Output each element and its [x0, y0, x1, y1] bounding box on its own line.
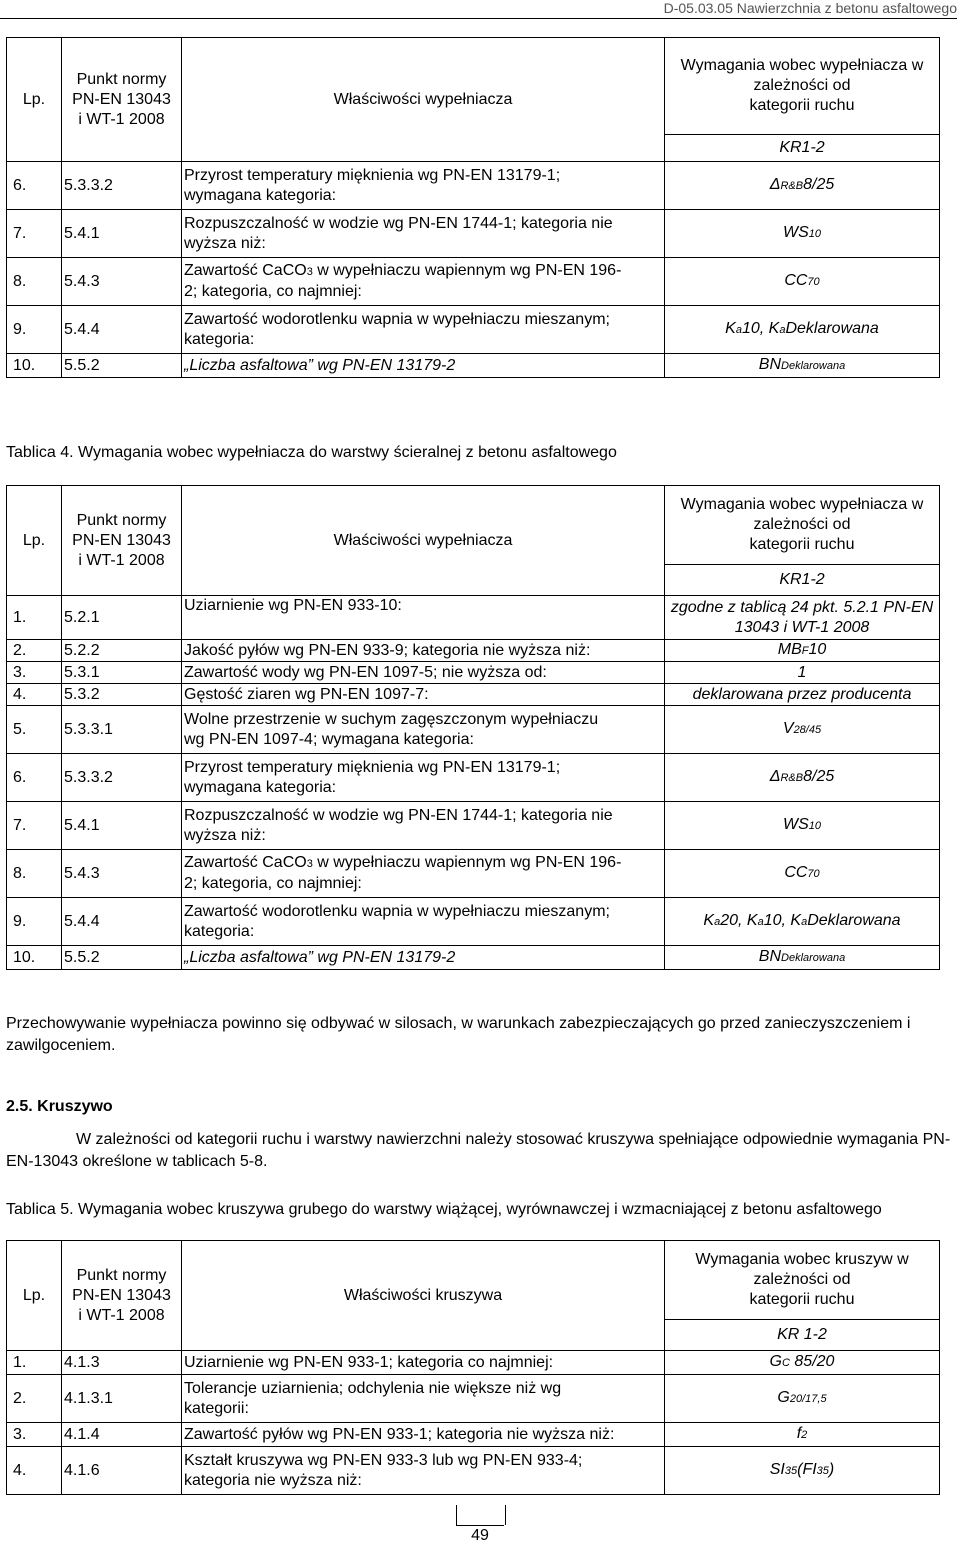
cell-property: Zawartość wodorotlenku wapnia w wypełniaczu mieszanym; kategoria:: [182, 898, 665, 946]
cell-lp: 4.: [7, 1447, 62, 1495]
cell-lp: 10.: [7, 946, 62, 970]
header-properties: Właściwości wypełniacza: [182, 38, 665, 162]
page-number-divider: [456, 1525, 504, 1526]
cell-punkt: 5.2.2: [62, 640, 182, 662]
cell-value: ΔR&B8/25: [665, 754, 940, 802]
cell-property: Gęstość ziaren wg PN-EN 1097-7:: [182, 684, 665, 706]
cell-lp: 8.: [7, 850, 62, 898]
table-row: [7, 210, 940, 258]
header-punkt: Punkt normy PN-EN 13043 i WT-1 2008: [62, 1241, 182, 1351]
header-requirements: Wymagania wobec wypełniacza w zależności od kategorii ruchu: [665, 38, 940, 135]
cell-value: WS10: [665, 210, 940, 258]
cell-lp: 9.: [7, 306, 62, 354]
cell-lp: 1.: [7, 1351, 62, 1375]
cell-property: Rozpuszczalność w wodzie wg PN-EN 1744-1; kategoria nie wyższa niż:: [182, 802, 665, 850]
cell-value: SI35(FI35): [665, 1447, 940, 1495]
cell-lp: 4.: [7, 684, 62, 706]
cell-punkt: 5.3.3.2: [62, 162, 182, 210]
cell-lp: 1.: [7, 596, 62, 640]
header-punkt: Punkt normy PN-EN 13043 i WT-1 2008: [62, 486, 182, 596]
paragraph-aggregate: W zależności od kategorii ruchu i warstwy nawierzchni należy stosować kruszywa spełniające odpowiednie wymagania PN-EN-13043 określone w tablicach 5-8.: [6, 1131, 951, 1170]
cell-property: Rozpuszczalność w wodzie wg PN-EN 1744-1; kategoria nie wyższa niż:: [182, 210, 665, 258]
cell-punkt: 5.3.2: [62, 684, 182, 706]
cell-value: V28/45: [665, 706, 940, 754]
table-row: [7, 850, 940, 898]
cell-property: Jakość pyłów wg PN-EN 933-9; kategoria nie wyższa niż:: [182, 640, 665, 662]
cell-lp: 5.: [7, 706, 62, 754]
table-row: [7, 754, 940, 802]
cell-punkt: 4.1.3.1: [62, 1375, 182, 1423]
cell-property: „Liczba asfaltowa” wg PN-EN 13179-2: [182, 946, 665, 970]
cell-value: CC70: [665, 258, 940, 306]
cell-punkt: 5.4.1: [62, 210, 182, 258]
table-row: [7, 162, 940, 210]
cell-punkt: 5.4.1: [62, 802, 182, 850]
header-kr: KR1-2: [665, 565, 940, 596]
table-row: [7, 306, 940, 354]
table-row: [7, 946, 940, 970]
table-row: [7, 1447, 940, 1495]
cell-property: Zawartość wody wg PN-EN 1097-5; nie wyższa od:: [182, 662, 665, 684]
table-5: [6, 1240, 940, 1495]
table-row: [7, 898, 940, 946]
cell-value: CC70: [665, 850, 940, 898]
cell-punkt: 5.4.3: [62, 850, 182, 898]
cell-property: Kształt kruszywa wg PN-EN 933-3 lub wg PN-EN 933-4; kategoria nie wyższa niż:: [182, 1447, 665, 1495]
cell-punkt: 5.5.2: [62, 946, 182, 970]
table-row: [7, 802, 940, 850]
cell-property: Przyrost temperatury mięknienia wg PN-EN 13179-1; wymagana kategoria:: [182, 754, 665, 802]
cell-value: BNDeklarowana: [665, 354, 940, 378]
cell-value: zgodne z tablicą 24 pkt. 5.2.1 PN-EN 13043 i WT-1 2008: [665, 596, 940, 640]
table-row: [7, 258, 940, 306]
cell-punkt: 5.4.4: [62, 898, 182, 946]
paragraph-storage: Przechowywanie wypełniacza powinno się odbywać w silosach, w warunkach zabezpieczających go przed zanieczyszczeniem i zawilgoceniem.: [6, 1015, 911, 1054]
header-lp: Lp.: [7, 38, 62, 162]
header-kr: KR 1-2: [665, 1320, 940, 1351]
header-properties: Właściwości wypełniacza: [182, 486, 665, 596]
table-row: [7, 1423, 940, 1447]
cell-value: deklarowana przez producenta: [665, 684, 940, 706]
cell-lp: 6.: [7, 162, 62, 210]
header-requirements: Wymagania wobec kruszyw w zależności od kategorii ruchu: [665, 1241, 940, 1320]
cell-value: ΔR&B8/25: [665, 162, 940, 210]
page-number: 49: [471, 1527, 489, 1544]
cell-property: Zawartość CaCO3 w wypełniaczu wapiennym wg PN-EN 196- 2; kategoria, co najmniej:: [182, 258, 665, 306]
cell-punkt: 5.3.3.2: [62, 754, 182, 802]
cell-lp: 8.: [7, 258, 62, 306]
cell-value: GC 85/20: [665, 1351, 940, 1375]
table-row: [7, 662, 940, 684]
table-filler-continuation: [6, 37, 940, 378]
cell-lp: 10.: [7, 354, 62, 378]
cell-value: WS10: [665, 802, 940, 850]
page-number-frame: [456, 1505, 506, 1525]
cell-value: f2: [665, 1423, 940, 1447]
table4-caption: Tablica 4. Wymagania wobec wypełniacza do warstwy ścieralnej z betonu asfaltowego: [6, 444, 617, 461]
cell-lp: 6.: [7, 754, 62, 802]
cell-property: Zawartość pyłów wg PN-EN 933-1; kategoria nie wyższa niż:: [182, 1423, 665, 1447]
header-requirements: Wymagania wobec wypełniacza w zależności od kategorii ruchu: [665, 486, 940, 565]
document-title: D-05.03.05 Nawierzchnia z betonu asfaltowego: [663, 0, 957, 16]
cell-value: Ka10, KaDeklarowana: [665, 306, 940, 354]
cell-lp: 7.: [7, 210, 62, 258]
cell-lp: 7.: [7, 802, 62, 850]
cell-punkt: 5.3.3.1: [62, 706, 182, 754]
page-header: [0, 0, 957, 19]
table-row: [7, 684, 940, 706]
cell-punkt: 4.1.4: [62, 1423, 182, 1447]
header-lp: Lp.: [7, 486, 62, 596]
cell-property: Uziarnienie wg PN-EN 933-1; kategoria co najmniej:: [182, 1351, 665, 1375]
cell-property: Uziarnienie wg PN-EN 933-10:: [182, 596, 665, 640]
cell-value: Ka20, Ka10, KaDeklarowana: [665, 898, 940, 946]
table-row: [7, 354, 940, 378]
table-row: [7, 596, 940, 640]
header-kr: KR1-2: [665, 135, 940, 162]
cell-punkt: 5.4.4: [62, 306, 182, 354]
cell-property: Tolerancje uziarnienia; odchylenia nie większe niż wg kategorii:: [182, 1375, 665, 1423]
cell-property: „Liczba asfaltowa” wg PN-EN 13179-2: [182, 354, 665, 378]
cell-lp: 3.: [7, 1423, 62, 1447]
table-row: [7, 706, 940, 754]
cell-punkt: 5.5.2: [62, 354, 182, 378]
cell-property: Zawartość wodorotlenku wapnia w wypełniaczu mieszanym; kategoria:: [182, 306, 665, 354]
section-heading: 2.5. Kruszywo: [6, 1098, 113, 1115]
table-4: [6, 485, 940, 970]
cell-lp: 9.: [7, 898, 62, 946]
cell-punkt: 5.4.3: [62, 258, 182, 306]
cell-value: MBF10: [665, 640, 940, 662]
header-properties: Właściwości kruszywa: [182, 1241, 665, 1351]
cell-punkt: 5.2.1: [62, 596, 182, 640]
cell-property: Przyrost temperatury mięknienia wg PN-EN 13179-1; wymagana kategoria:: [182, 162, 665, 210]
cell-lp: 2.: [7, 1375, 62, 1423]
header-lp: Lp.: [7, 1241, 62, 1351]
cell-punkt: 5.3.1: [62, 662, 182, 684]
table-row: [7, 640, 940, 662]
cell-lp: 3.: [7, 662, 62, 684]
cell-punkt: 4.1.6: [62, 1447, 182, 1495]
header-punkt: Punkt normy PN-EN 13043 i WT-1 2008: [62, 38, 182, 162]
cell-value: BNDeklarowana: [665, 946, 940, 970]
table-row: [7, 1375, 940, 1423]
table5-caption: Tablica 5. Wymagania wobec kruszywa grubego do warstwy wiążącej, wyrównawczej i wzmacniającej z betonu asfaltowego: [6, 1201, 882, 1218]
cell-property: Wolne przestrzenie w suchym zagęszczonym wypełniaczu wg PN-EN 1097-4; wymagana kategoria:: [182, 706, 665, 754]
cell-lp: 2.: [7, 640, 62, 662]
cell-punkt: 4.1.3: [62, 1351, 182, 1375]
cell-property: Zawartość CaCO3 w wypełniaczu wapiennym wg PN-EN 196- 2; kategoria, co najmniej:: [182, 850, 665, 898]
table-row: [7, 1351, 940, 1375]
cell-value: 1: [665, 662, 940, 684]
cell-value: G20/17,5: [665, 1375, 940, 1423]
